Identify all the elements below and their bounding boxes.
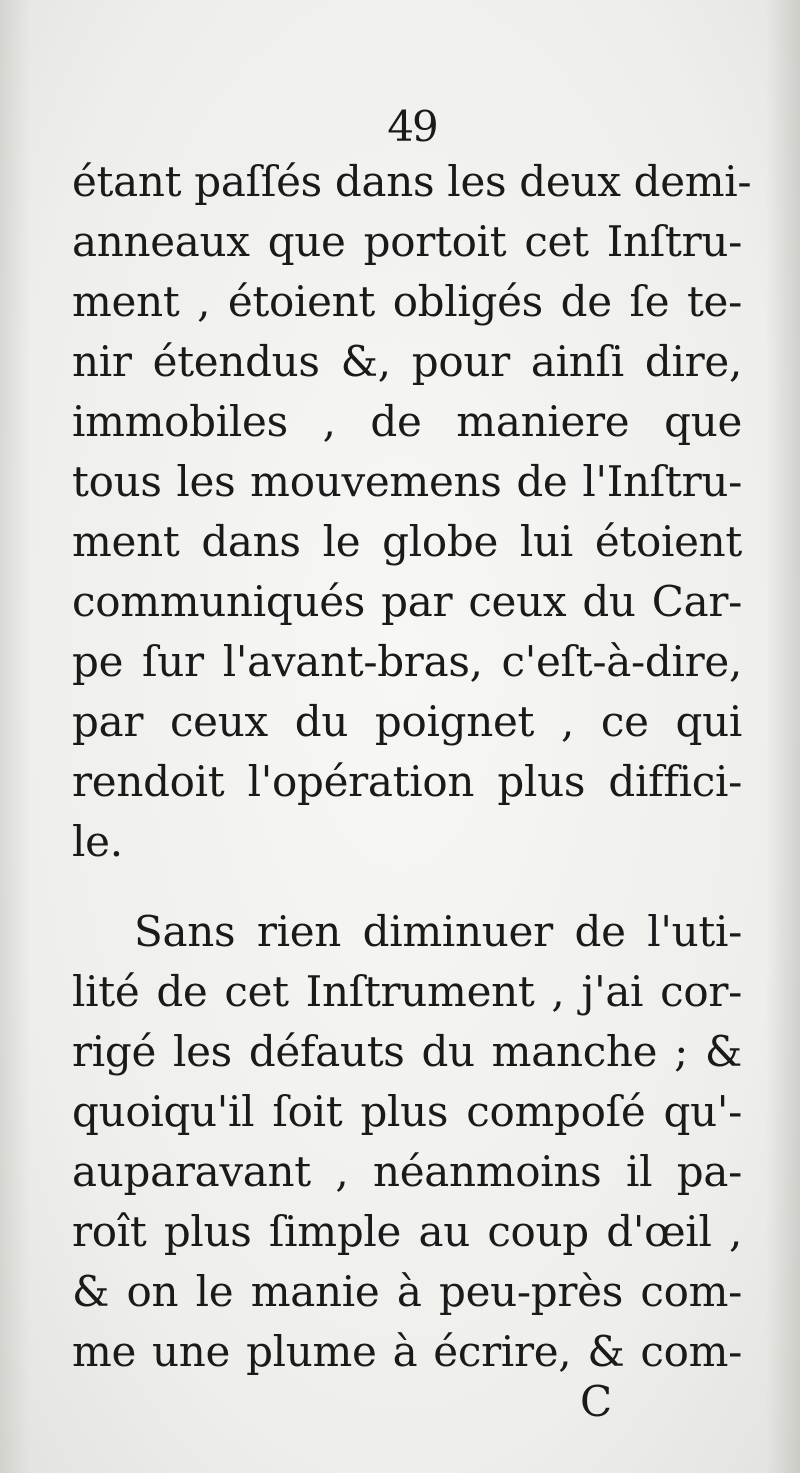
text-line: rigé les défauts du manche ; & [72, 1027, 742, 1076]
text-line: nir étendus &, pour ainſi dire, [72, 337, 742, 386]
paragraph-1 [72, 152, 752, 872]
text-line: me une plume à écrire, & com- [72, 1327, 742, 1376]
text-line: tous les mouvemens de l'Inſtru- [72, 457, 742, 506]
text-line: communiqués par ceux du Car- [72, 577, 742, 626]
text-line: auparavant , néanmoins il pa- [72, 1147, 742, 1196]
text-line: Sans rien diminuer de l'uti- [134, 907, 742, 956]
page-shadow-left [0, 0, 30, 1473]
text-line: roît plus ſimple au coup d'œil , [72, 1207, 742, 1256]
text-line: immobiles , de maniere que [72, 397, 742, 446]
text-line: rendoit l'opération plus diffici- [72, 757, 742, 806]
text-line: quoiqu'il ſoit plus compoſé qu'- [72, 1087, 742, 1136]
page-shadow-right [766, 0, 800, 1473]
text-line: par ceux du poignet , ce qui [72, 697, 742, 746]
text-line: étant paſſés dans les deux demi- [72, 157, 752, 206]
paragraph-2 [72, 902, 742, 1382]
text-line: anneaux que portoit cet Inſtru- [72, 217, 742, 266]
text-line: ment , étoient obligés de ſe te- [72, 277, 742, 326]
paragraph-gap [72, 872, 742, 902]
signature-mark: C [580, 1377, 613, 1426]
text-line: ment dans le globe lui étoient [72, 517, 742, 566]
body-text [72, 152, 752, 1382]
page-number: 49 [387, 102, 437, 151]
text-line: le. [72, 817, 123, 866]
text-line: & on le manie à peu-près com- [72, 1267, 742, 1316]
text-line: lité de cet Inſtrument , j'ai cor- [72, 967, 742, 1016]
text-line: pe ſur l'avant-bras, c'eſt-à-dire, [72, 637, 742, 686]
